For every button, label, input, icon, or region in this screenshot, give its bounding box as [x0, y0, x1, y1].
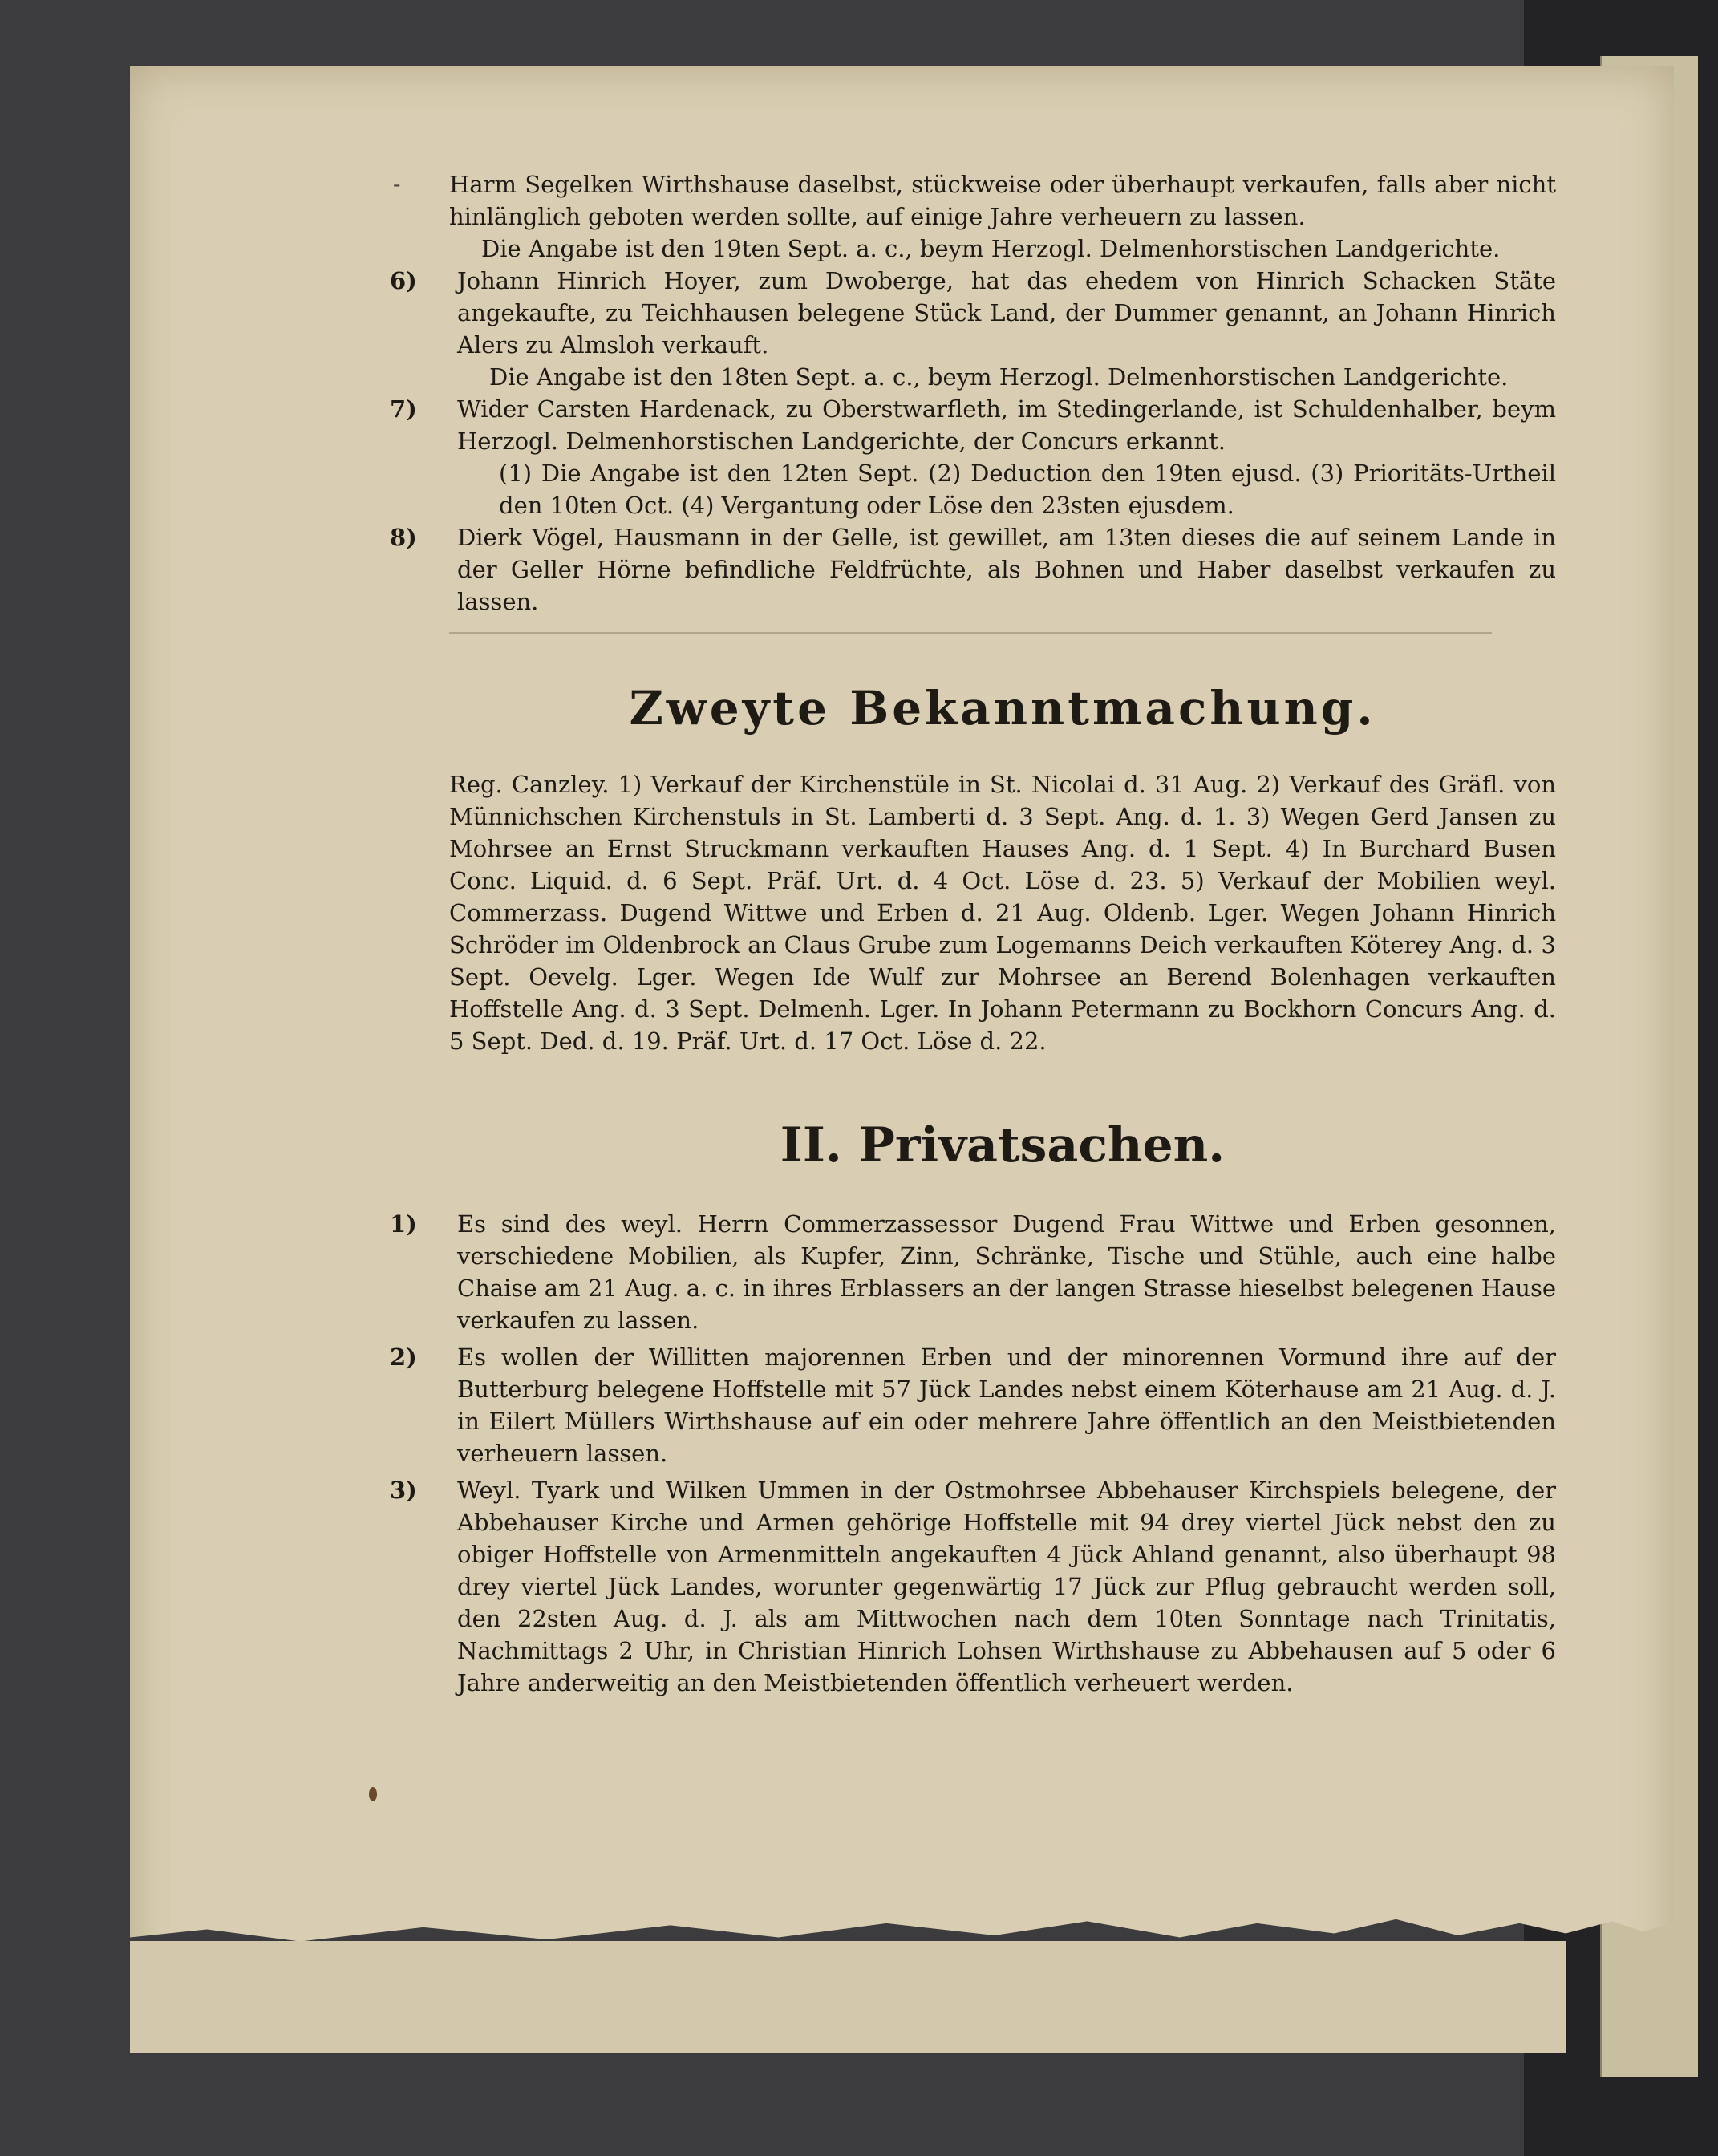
section-text: Reg. Canzley. 1) Verkauf der Kirchenstüle in St. Nicolai d. 31 Aug. 2) Verkauf des Gräfl. von Münnichschen Kirchenstuls in St. Lamberti d. 3 Sept. Ang. d. 1. 3) Wegen Gerd Jansen zu Mohrsee an Ernst Struckmann verkauften Hauses Ang. d. 1 Sept. 4) In Burchard Busen Conc. Liquid. d. 6 Sept. Präf. Urt. d. 4 Oct. Löse d. 23. 5) Verkauf der Mobilien weyl. Commerzass. Dugend Wittwe und Erben d. 21 Aug. Oldenb. Lger. Wegen Johann Hinrich Schröder im Oldenbrock an Claus Grube zum Logemanns Deich verkauften Köterey Ang. d. 3 Sept. Oevelg. Lger. Wegen Ide Wulf zur Mohrsee an Berend Bolenhagen verkauften Hoffstelle Ang. d. 3 Sept. Delmenh. Lger. In Johann Petermann zu Bockhorn Concurs Ang. d. 5 Sept. Ded. d. 19. Präf. Urt. d. 17 Oct. Löse d. 22. — [449, 771, 1556, 1055]
entry-number: 7) — [390, 395, 417, 423]
list-item — [390, 393, 1556, 521]
list-item — [390, 521, 1556, 618]
entry-note: (1) Die Angabe ist den 12ten Sept. (2) Deduction den 19ten ejusd. (3) Prioritäts-Urtheil den 10ten Oct. (4) Vergantung oder Löse den 23sten ejusdem. — [499, 460, 1556, 519]
entry-number: 2) — [390, 1343, 417, 1371]
list-item — [390, 1341, 1556, 1469]
entry-text: Es sind des weyl. Herrn Commerzassessor Dugend Frau Wittwe und Erben gesonnen, verschiedene Mobilien, als Kupfer, Zinn, Schränke, Tische und Stühle, auch eine halbe Chaise am 21 Aug. a. c. in ihres Erblassers an der langen Strasse hieselbst belegenen Hause verkaufen zu lassen. — [457, 1210, 1556, 1334]
divider — [449, 632, 1492, 634]
entry-text: Wider Carsten Hardenack, zu Oberstwarfleth, im Stedingerlande, ist Schuldenhalber, beym Herzogl. Delmenhorstischen Landgerichte, der Concurs erkannt. — [457, 395, 1556, 455]
entry-number: 8) — [390, 524, 417, 551]
fragment-text: Harm Segelken Wirthshause daselbst, stückweise oder überhaupt verkaufen, falls aber nicht hinlänglich geboten werden sollte, auf einige Jahre verheuern zu lassen. — [449, 171, 1556, 230]
page-content — [390, 168, 1556, 1699]
entry-number: 6) — [390, 267, 417, 294]
list-item — [390, 1208, 1556, 1336]
entry-text: Es wollen der Willitten majorennen Erben und der minorennen Vormund ihre auf der Butterburg belegene Hoffstelle mit 57 Jück Landes nebst einem Köterhause am 21 Aug. d. J. in Eilert Müllers Wirthshause auf ein oder mehrere Jahre öffentlich an den Meistbietenden verheuern lassen. — [457, 1343, 1556, 1467]
entry-note: Die Angabe ist den 18ten Sept. a. c., beym Herzogl. Delmenhorstischen Landgerichte. — [489, 363, 1509, 391]
margin-mark: - — [393, 171, 401, 197]
list-item — [390, 265, 1556, 393]
list-item — [390, 1474, 1556, 1699]
section-heading: II. Privatsachen. — [780, 1117, 1226, 1173]
ink-stain — [369, 1787, 377, 1801]
entry-number: 1) — [390, 1210, 417, 1238]
page-torn-bottom — [130, 1941, 1566, 2053]
fragment-note: Die Angabe ist den 19ten Sept. a. c., beym Herzogl. Delmenhorstischen Landgerichte. — [481, 235, 1501, 262]
entry-text: Johann Hinrich Hoyer, zum Dwoberge, hat das ehedem von Hinrich Schacken Stäte angekaufte, zu Teichhausen belegene Stück Land, der Dummer genannt, an Johann Hinrich Alers zu Almsloh verkauft. — [457, 267, 1556, 359]
entry-text: Dierk Vögel, Hausmann in der Gelle, ist gewillet, am 13ten dieses die auf seinem Lande in der Geller Hörne befindliche Feldfrüchte, als Bohnen und Haber daselbst verkaufen zu lassen. — [457, 524, 1556, 615]
entry-number: 3) — [390, 1477, 417, 1504]
entry-text: Weyl. Tyark und Wilken Ummen in der Ostmohrsee Abbehauser Kirchspiels belegene, der Abbehauser Kirche und Armen gehörige Hoffstelle mit 94 drey viertel Jück nebst den zu obiger Hoffstelle von Armenmitteln angekauften 4 Jück Ahland genannt, also überhaupt 98 drey viertel Jück Landes, worunter gegenwärtig 17 Jück zur Pflug gebraucht werden soll, den 22sten Aug. d. J. als am Mittwochen nach dem 10ten Sonntage nach Trinitatis, Nachmittags 2 Uhr, in Christian Hinrich Lohsen Wirthshause zu Abbehausen auf 5 oder 6 Jahre anderweitig an den Meistbietenden öffentlich verheuert werden. — [457, 1477, 1556, 1696]
section-heading: Zweyte Bekanntmachung. — [629, 681, 1376, 736]
